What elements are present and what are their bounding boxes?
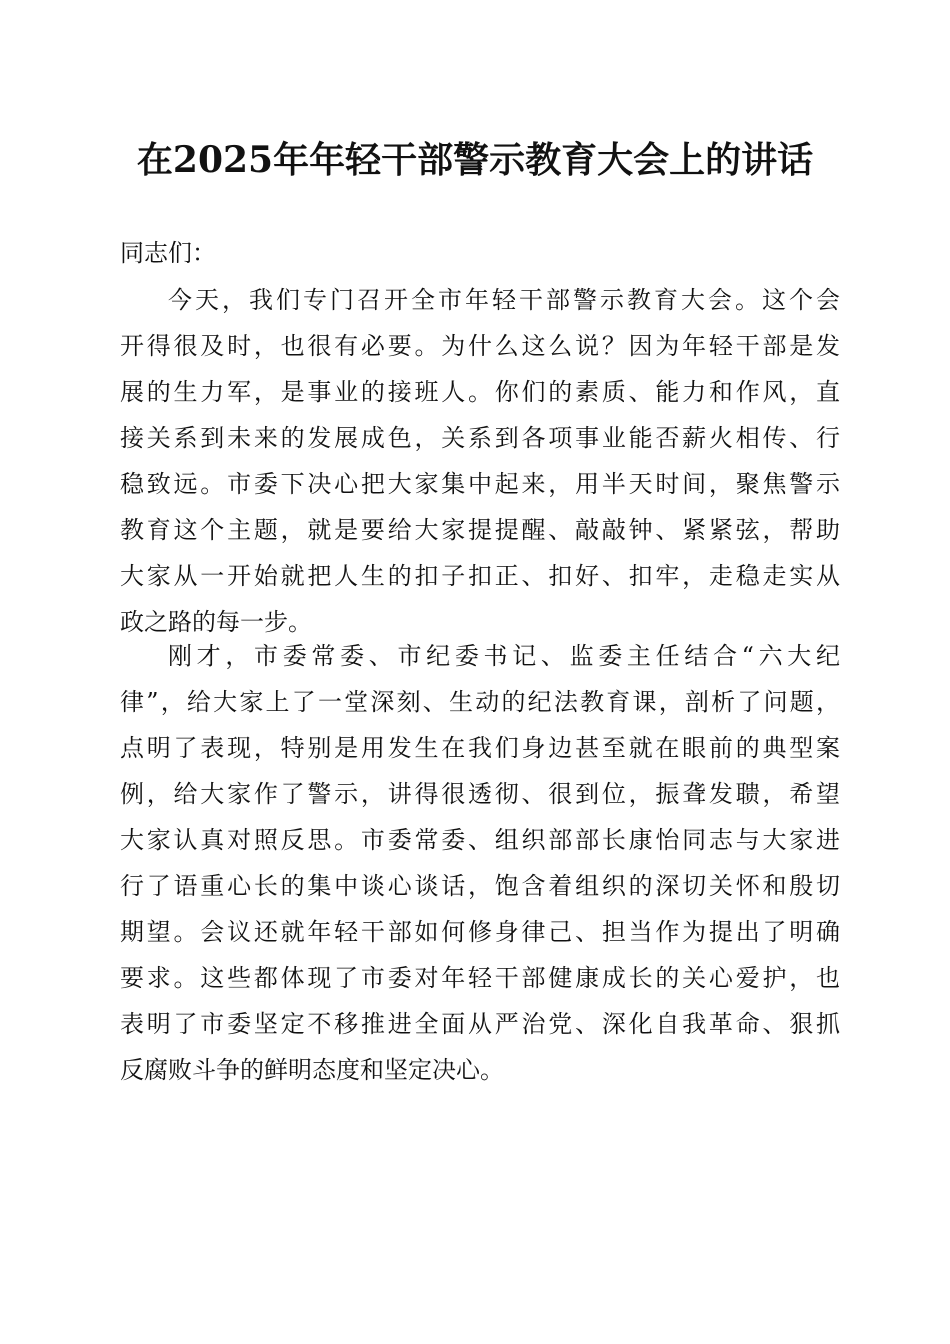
paragraph-line: 例，给大家作了警示，讲得很透彻、很到位，振聋发聩，希望 (120, 780, 840, 808)
paragraph-1 (120, 277, 840, 645)
paragraph-line: 稳致远。市委下决心把大家集中起来，用半天时间，聚焦警示 (120, 470, 840, 498)
paragraph-line: 律”，给大家上了一堂深刻、生动的纪法教育课，剖析了问题， (120, 688, 840, 716)
paragraph-line: 大家从一开始就把人生的扣子扣正、扣好、扣牢，走稳走实从 (120, 562, 840, 590)
paragraph-line: 表明了市委坚定不移推进全面从严治党、深化自我革命、狠抓 (120, 1010, 840, 1038)
paragraph-line: 刚才，市委常委、市纪委书记、监委主任结合“六大纪 (168, 642, 840, 670)
paragraph-line: 开得很及时，也很有必要。为什么这么说？因为年轻干部是发 (120, 332, 840, 360)
salutation: 同志们： (120, 239, 216, 267)
paragraph-line: 要求。这些都体现了市委对年轻干部健康成长的关心爱护，也 (120, 964, 840, 992)
paragraph-line: 反腐败斗争的鲜明态度和坚定决心。 (120, 1056, 504, 1084)
paragraph-line: 期望。会议还就年轻干部如何修身律己、担当作为提出了明确 (120, 918, 840, 946)
paragraph-2 (120, 633, 840, 1093)
document-title: 在2025年年轻干部警示教育大会上的讲话 (136, 139, 814, 181)
paragraph-line: 展的生力军，是事业的接班人。你们的素质、能力和作风，直 (120, 378, 840, 406)
paragraph-line: 行了语重心长的集中谈心谈话，饱含着组织的深切关怀和殷切 (120, 872, 840, 900)
paragraph-line: 教育这个主题，就是要给大家提提醒、敲敲钟、紧紧弦，帮助 (120, 516, 840, 544)
paragraph-line: 大家认真对照反思。市委常委、组织部部长康怡同志与大家进 (120, 826, 840, 854)
paragraph-line: 点明了表现，特别是用发生在我们身边甚至就在眼前的典型案 (120, 734, 840, 762)
paragraph-line: 接关系到未来的发展成色，关系到各项事业能否薪火相传、行 (120, 424, 840, 452)
paragraph-line: 政之路的每一步。 (120, 608, 312, 636)
paragraph-line: 今天，我们专门召开全市年轻干部警示教育大会。这个会 (168, 286, 840, 314)
